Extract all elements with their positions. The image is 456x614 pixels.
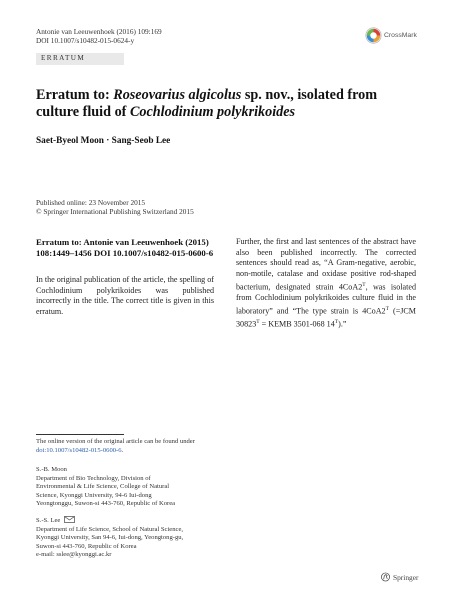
footnote: The online version of the original article can be found under doi:10.1007/s10482-015-0600-6. [36,438,195,454]
left-body-text: In the original publication of the article, the spelling of Cochlodinium polykrikoides was published incorrectly in the title. The correct title is given in this erratum. [36,275,214,317]
title-organism: Cochlodinium polykrikoides [129,104,296,120]
crossmark-icon [365,27,382,44]
affiliation-name: S.-B. Moon [36,466,67,473]
article-title [36,87,406,121]
section-label: ERRATUM [41,54,86,62]
journal-citation: Antonie van Leeuwenhoek (2016) 109:169 [36,27,162,36]
footnote-divider [36,434,124,435]
original-article-doi-link[interactable]: doi:10.1007/s10482-015-0600-6 [36,446,122,454]
email[interactable]: e-mail: sslee@kyonggi.ac.kr [36,551,112,559]
affiliation-moon: S.-B. Moon Department of Bio Technology, Division of Environmental & Life Science, College of Natural Science, Kyonggi University, 94-6 Iui-dong Yeongtonggu, Suwon-si 443-760, Republic of Korea [36,466,236,509]
crossmark-label: CrossMark [384,32,417,39]
publisher-name: Springer [393,572,419,582]
copyright: © Springer International Publishing Switzerland 2015 [36,207,194,216]
erratum-reference-heading: Erratum to: Antonie van Leeuwenhoek (2015) 108:1449–1456 DOI 10.1007/s10482-015-0600-6 [36,237,214,258]
title-species: Roseovarius algicolus [113,87,242,103]
authors: Saet-Byeol Moon · Sang-Seob Lee [36,136,171,146]
publisher-logo [381,572,418,582]
affiliation-lee: S.-S. Lee Department of Life Science, School of Natural Science, Kyonggi University, San 94-6, Iui-dong, Yeongtong-gu, Suwon-si 443-760, Republic of Korea e-mail: sslee@kyonggi.ac.kr [36,516,236,560]
title-prefix: Erratum to: [36,87,114,103]
journal-doi: DOI 10.1007/s10482-015-0624-y [36,36,135,45]
crossmark-badge[interactable] [365,27,417,44]
affiliation-name: S.-S. Lee [36,517,61,524]
title-middle: sp. nov., isolated from culture fluid of [36,87,378,120]
springer-horse-icon [381,572,390,582]
right-body-text: Further, the first and last sentences of the abstract have also been published incorrectly. The corrected sentences should read as, “A Gram-negative, aerobic, non-motile, catalase and oxidase positive rod-shaped bacterium, designated strain $4CoA2^T$, was isolated from Cochlodinium polykrikoides culture fluid in the laboratory” and “The type strain is $4CoA2^T$ (=JCM $30823^T$ = KEMB 3501-068 $14^T$).” [236,237,417,329]
envelope-icon [64,516,75,523]
published-online: Published online: 23 November 2015 [36,198,146,207]
